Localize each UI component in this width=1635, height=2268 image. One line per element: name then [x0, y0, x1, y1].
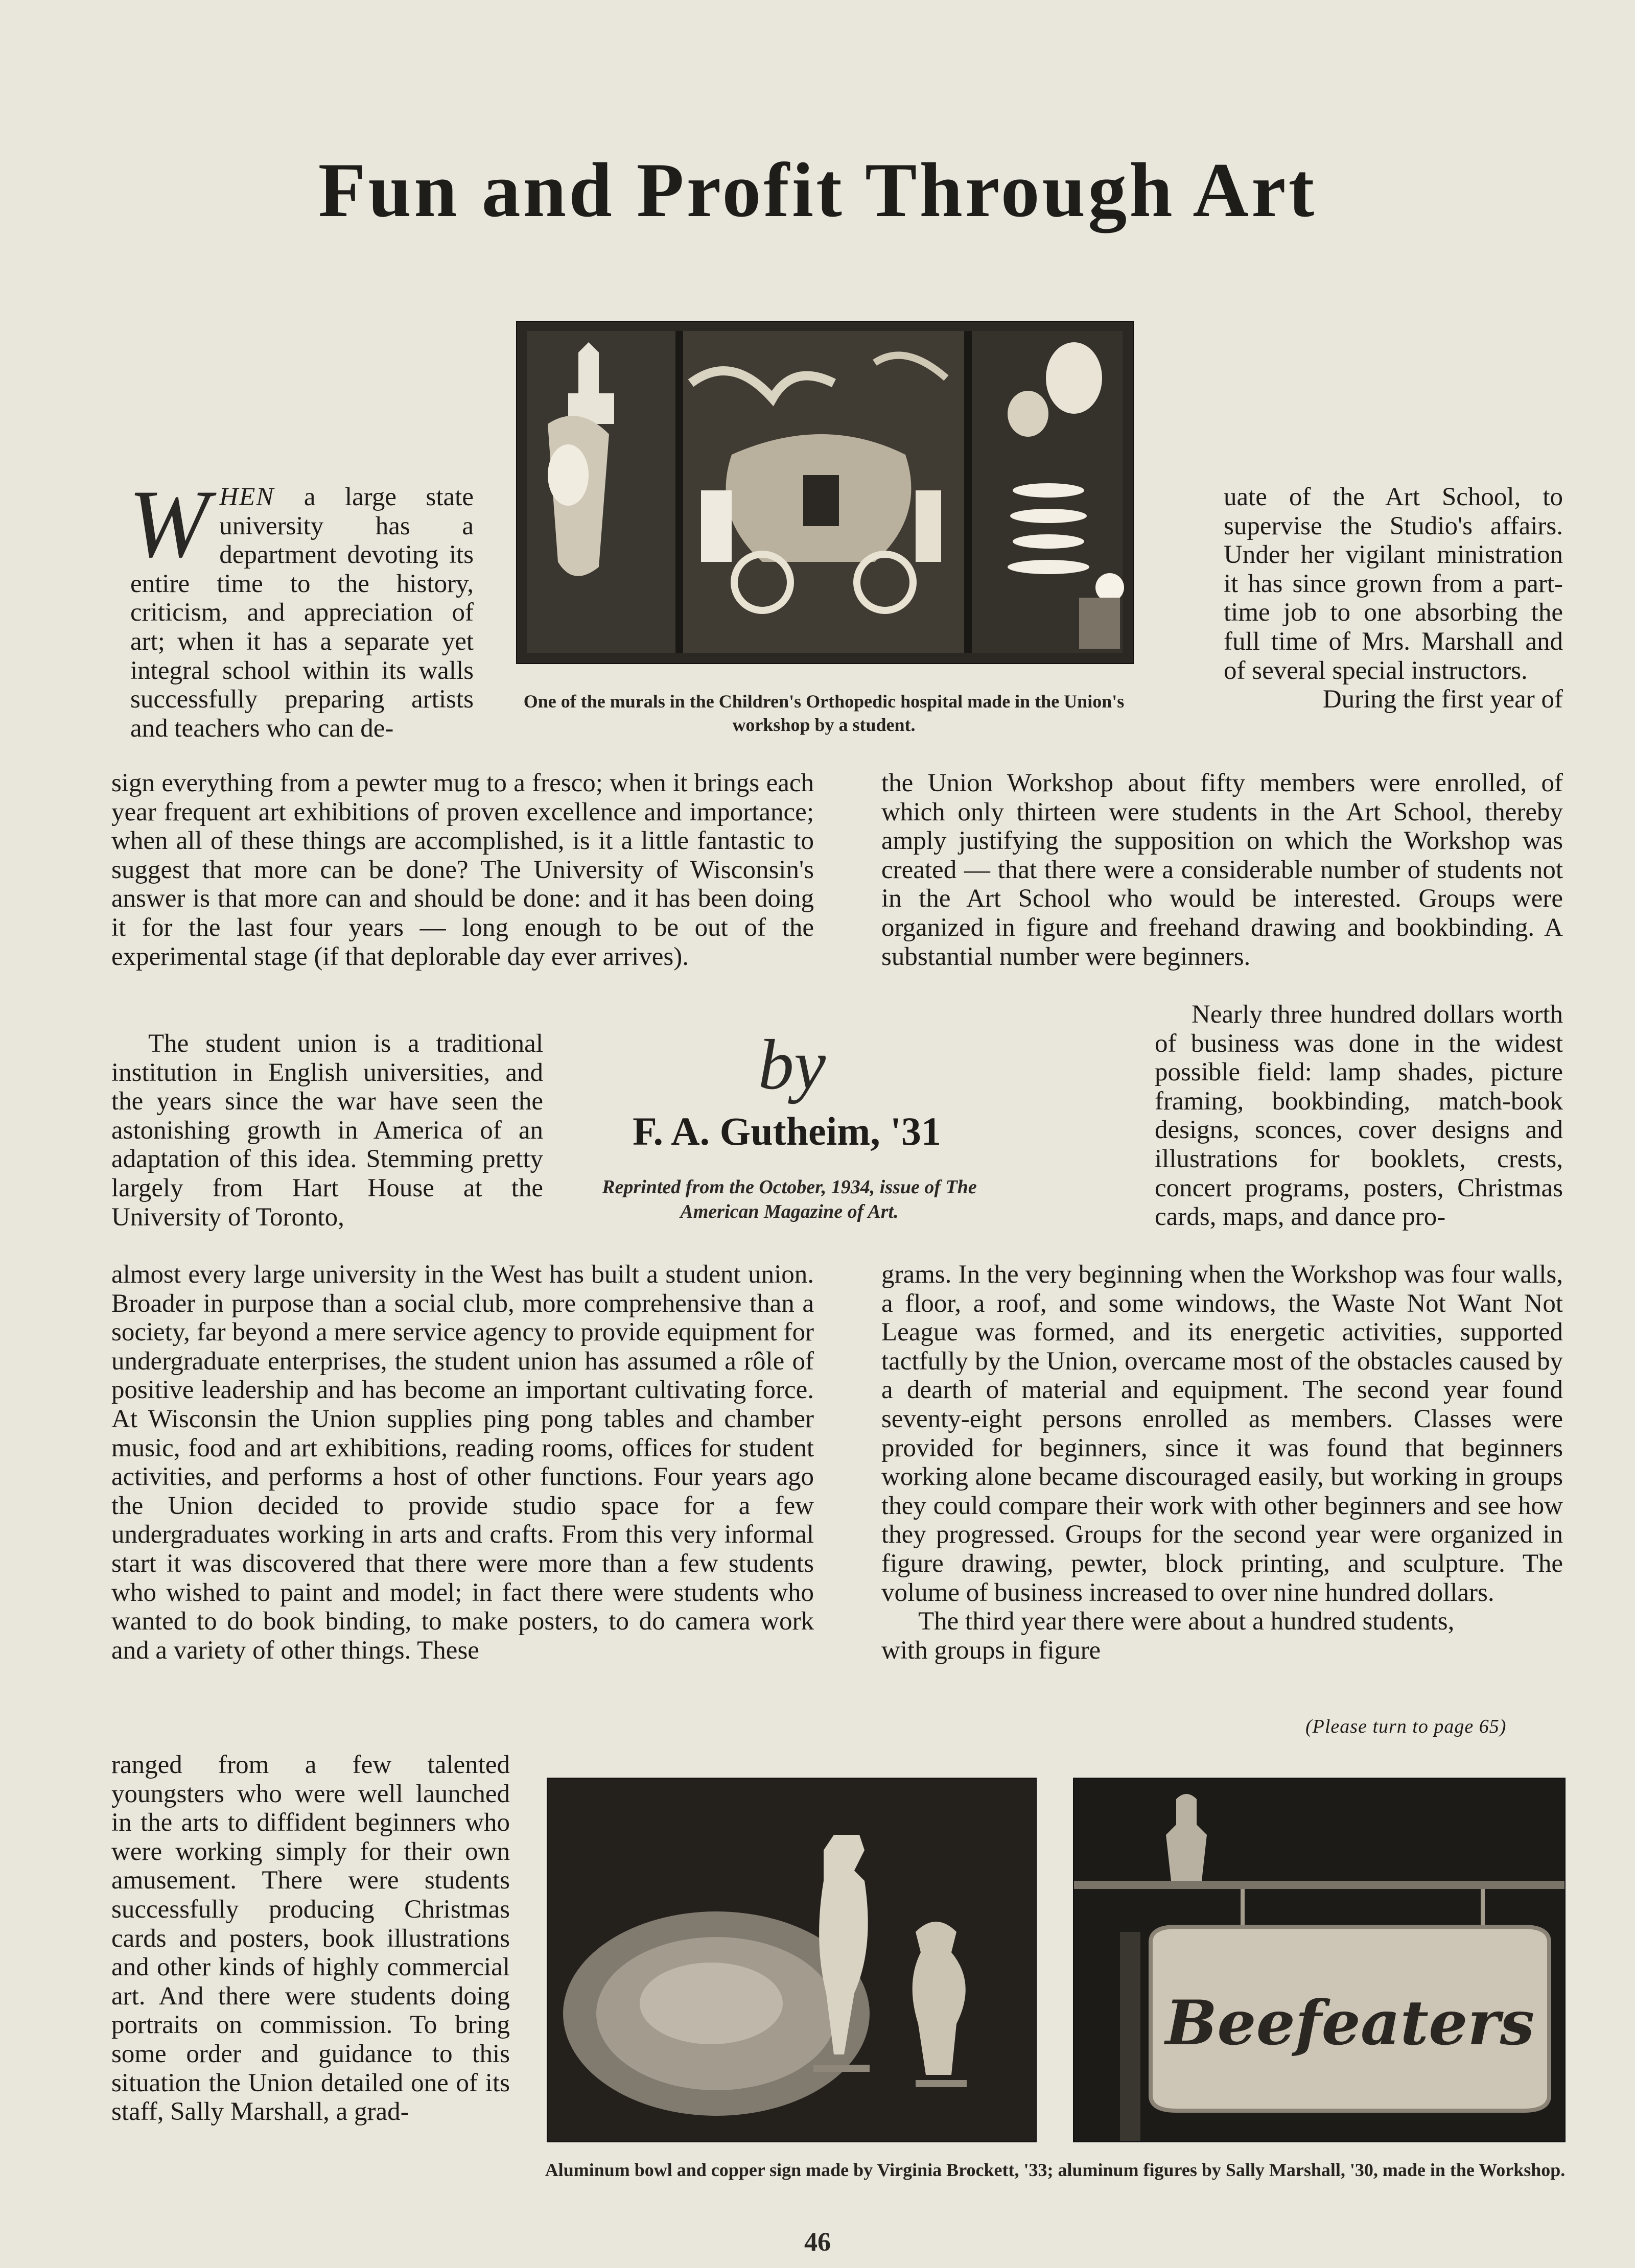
bowl-photo: [547, 1778, 1037, 2142]
first-year-text: the Union Workshop about fifty members were enrolled, of which only thirteen were students in the Art School, thereby amply justifying the supposition on which the Workshop was created — that there were a considerable number of students not in the Art School who would be interested. Groups were organized in figure and freehand drawing and bookbinding. A substantial number were beginners.: [881, 769, 1563, 971]
byline-source: Reprinted from the October, 1934, issue of The American Magazine of Art.: [602, 1176, 977, 1222]
mural-photo: [516, 321, 1134, 664]
union-text-wide: almost every large university in the West has built a student union. Broader in purpose than a social club, more comprehensive than a society, far beyond a mere service agency to provide equipment for undergraduate enterprises, the student union has assumed a rôle of positive leadership and has become an important cultivating force. At Wisconsin the Union supplies ping pong tables and chamber music, food and art exhibitions, reading rooms, offices for student activities, and performs a host of other functions. Four years ago the Union decided to provide studio space for a few undergraduates working in arts and crafts. From this very informal start it was discovered that there were more than a few students who wished to paint and model; in fact there were students who wanted to do book binding, to make posters, to do camera work and a variety of other things. These: [111, 1260, 814, 1665]
opening-caps: HEN: [219, 483, 275, 511]
third-year-text-2: with groups in figure: [881, 1636, 1101, 1665]
third-year-text: The third year there were about a hundred students,: [918, 1607, 1455, 1636]
sign-photo: [1073, 1778, 1566, 2142]
union-text-bottom: ranged from a few talented youngsters who were well launched in the arts to diffident beginners who were working simply for their own amusement. There were students successfully producing Christmas cards and posters, book illustrations and other kinds of highly commercial art. And there were students doing portraits on commission. To bring some order and guidance to this situation the Union detailed one of its staff, Sally Marshall, a grad-: [111, 1751, 510, 2127]
dollars-text-wide: grams. In the very beginning when the Workshop was four walls, a floor, a roof, and some windows, the Waste Not Want Not League was formed, and its energetic activities, supported tactfully by the Union, overcame most of the obstacles caused by a dearth of material and equipment. The second year found seventy-eight persons enrolled as members. Classes were provided for beginners, since it was found that beginners working alone became discouraged easily, but working in groups they could compare their work with other beginners and see how they progressed. Groups for the second year were organized in figure drawing, pewter, block printing, and sculpture. The volume of business increased to over nine hundred dollars.: [881, 1260, 1563, 1607]
union-paragraph-wide: [111, 1260, 814, 1665]
page-number: 46: [804, 2228, 831, 2257]
intro-text-wide: sign everything from a pewter mug to a fresco; when it brings each year frequent art exhibitions of proven excellence and importance; when all of these things are accomplished, is it a little fantastic to suggest that more can be done? The University of Wisconsin's answer is that more can and should be done: and it has been doing it for the last four years — long enough to be out of the experimental stage (if that deplorable day ever arrives).: [111, 769, 814, 971]
continued-note: (Please turn to page 65): [1305, 1716, 1507, 1737]
dollars-text-narrow: Nearly three hundred dollars worth of business was done in the widest possible field: lamp shades, picture framing, bookbinding, match-book designs, sconces, cover designs and illustrations for booklets, crests, concert programs, posters, Christmas cards, maps, and dance pro-: [1155, 1000, 1563, 1232]
union-paragraph-bottom: [111, 1751, 510, 2127]
mural-caption: One of the murals in the Children's Orthopedic hospital made in the Union's workshop by a student.: [523, 691, 1125, 735]
first-year-start: During the first year of: [1322, 685, 1563, 714]
byline-by: by: [758, 1025, 826, 1104]
dollars-paragraph-narrow: [1155, 1000, 1563, 1232]
union-text-narrow: The student union is a traditional institution in English universities, and the years since the war have seen the astonishing growth in America of an adaptation of this idea. Stemming pretty largely from Hart House at the University of Toronto,: [111, 1029, 543, 1232]
dollars-paragraph-wide: [881, 1260, 1563, 1665]
right-column-top: [1224, 483, 1563, 714]
union-paragraph-narrow: [111, 1029, 543, 1232]
objects-caption: Aluminum bowl and copper sign made by Virginia Brockett, '33; aluminum figures by Sally Marshall, '30, made in the Workshop.: [545, 2160, 1566, 2180]
intro-paragraph-start: [128, 470, 474, 743]
intro-paragraph-wide: [111, 769, 814, 971]
intro-text-narrow: a large state university has a department devoting its entire time to the history, criticism, and appreciation of art; when it has a separate yet integral school within its walls successfully preparing artists and teachers who can de-: [130, 483, 474, 743]
sign-lettering: Beefeaters: [1165, 1987, 1535, 2059]
drop-cap: W: [128, 470, 209, 578]
byline-author: F. A. Gutheim, '31: [633, 1109, 941, 1153]
first-year-paragraph: [881, 769, 1563, 971]
right-top-text: uate of the Art School, to supervise the Studio's affairs. Under her vigilant ministration it has since grown from a part-time job to one absorbing the full time of Mrs. Marshall and of several special instructors.: [1224, 483, 1563, 685]
page-title: Fun and Profit Through Art: [318, 147, 1317, 233]
